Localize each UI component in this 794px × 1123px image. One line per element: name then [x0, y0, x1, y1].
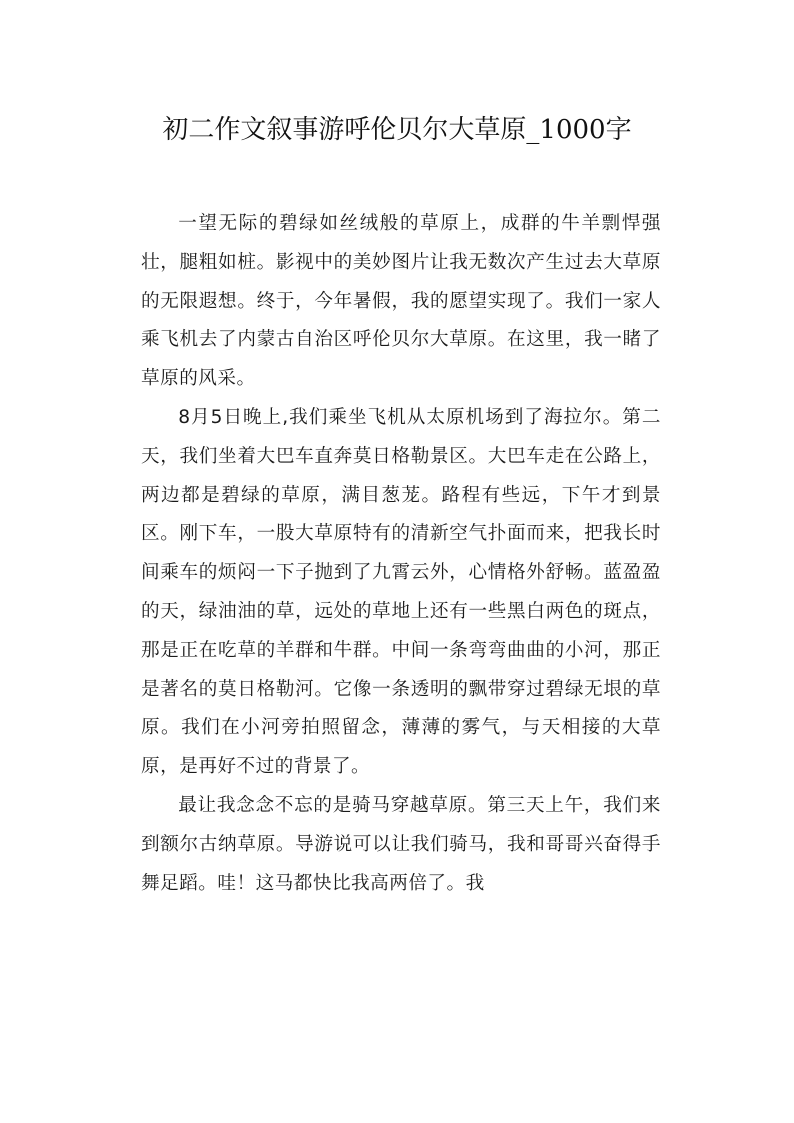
paragraph-3: 最让我念念不忘的是骑马穿越草原。第三天上午，我们来到额尔古纳草原。导游说可以让我们骑马，我和哥哥兴奋得手舞足蹈。哇！这马都快比我高两倍了。我	[141, 794, 661, 894]
paragraph-1: 一望无际的碧绿如丝绒般的草原上，成群的牛羊剽悍强壮，腿粗如桩。影视中的美妙图片让我无数次产生过去大草原的无限遐想。终于，今年暑假，我的愿望实现了。我们一家人乘飞机去了内蒙古自治区呼伦贝尔大草原。在这里，我一睹了草原的风采。	[141, 213, 661, 390]
document-body	[141, 205, 661, 903]
document-title: 初二作文叙事游呼伦贝尔大草原_1000字	[162, 115, 632, 145]
paragraph-2: 8月5日晚上,我们乘坐飞机从太原机场到了海拉尔。第二天，我们坐着大巴车直奔莫日格勒景区。大巴车走在公路上，两边都是碧绿的草原，满目葱茏。路程有些远，下午才到景区。刚下车，一股大草原特有的清新空气扑面而来，把我长时间乘车的烦闷一下子抛到了九霄云外，心情格外舒畅。蓝盈盈的天，绿油油的草，远处的草地上还有一些黑白两色的斑点，那是正在吃草的羊群和牛群。中间一条弯弯曲曲的小河，那正是著名的莫日格勒河。它像一条透明的飘带穿过碧绿无垠的草原。我们在小河旁拍照留念，薄薄的雾气，与天相接的大草原，是再好不过的背景了。	[141, 406, 661, 778]
